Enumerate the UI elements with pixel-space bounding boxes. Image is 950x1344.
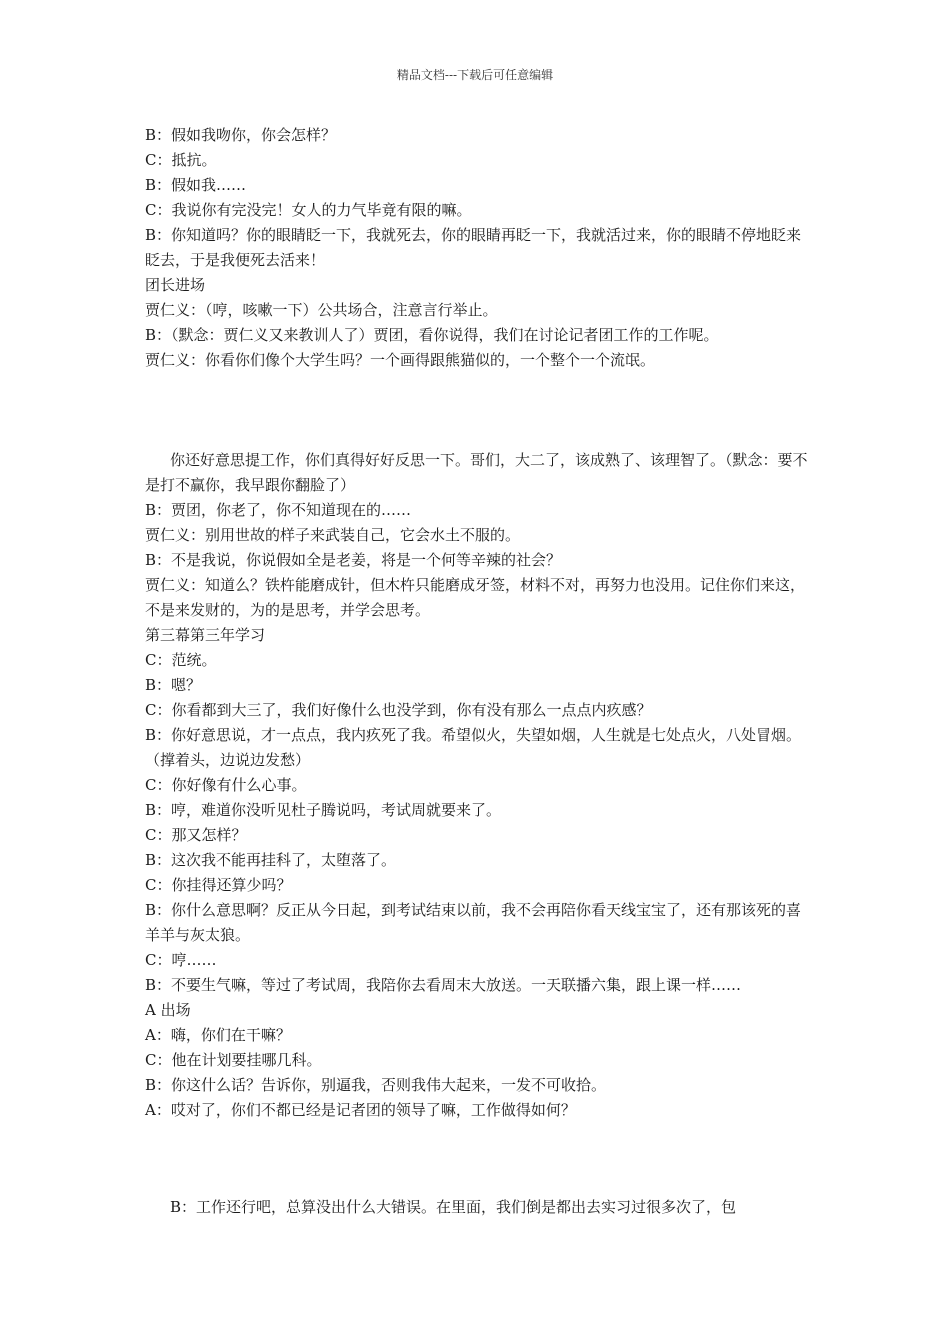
text-line: B：这次我不能再挂科了，太堕落了。: [145, 851, 397, 869]
text-line: B：假如我……: [145, 176, 247, 194]
text-line: B：你好意思说，才一点点，我内疚死了我。希望似火，失望如烟，人生就是七处点火，八处冒烟。（撑着头，边说边发愁）: [145, 726, 802, 769]
text-line: C：你挂得还算少吗？: [145, 876, 292, 894]
dialogue-block-2: [145, 448, 810, 1123]
text-line: C：你看都到大三了，我们好像什么也没学到，你有没有那么一点点内疚感？: [145, 701, 652, 719]
text-line: C：那又怎样？: [145, 826, 247, 844]
text-line: A：哎对了，你们不都已经是记者团的领导了嘛，工作做得如何？: [145, 1101, 576, 1119]
text-line: B：不是我说，你说假如全是老姜，将是一个何等辛辣的社会？: [145, 551, 562, 569]
dialogue-block-3: [145, 1195, 810, 1220]
text-line: B：贾团，你老了，你不知道现在的……: [145, 501, 412, 519]
text-line: C：他在计划要挂哪几科。: [145, 1051, 322, 1069]
text-line: C：你好像有什么心事。: [145, 776, 307, 794]
text-line: 贾仁义：（哼，咳嗽一下）公共场合，注意言行举止。: [145, 301, 498, 319]
scene-heading: 第三幕第三年学习: [145, 626, 266, 644]
text-line: C：抵抗。: [145, 151, 217, 169]
text-line: C：我说你有完没完！女人的力气毕竟有限的嘛。: [145, 201, 472, 219]
stage-direction: A 出场: [145, 1001, 191, 1019]
text-line: A：嗨，你们在干嘛？: [145, 1026, 291, 1044]
page-header: 精品文档---下载后可任意编辑: [396, 68, 554, 82]
text-line: 贾仁义：你看你们像个大学生吗？一个画得跟熊猫似的，一个整个一个流氓。: [145, 351, 656, 369]
text-line: B：哼，难道你没听见杜子腾说吗，考试周就要来了。: [145, 801, 502, 819]
text-paragraph: 你还好意思提工作，你们真得好好反思一下。哥们，大二了，该成熟了、该理智了。（默念：要不是打不赢你，我早跟你翻脸了）: [145, 451, 808, 494]
text-line: B：你知道吗？你的眼睛眨一下，我就死去，你的眼睛再眨一下，我就活过来，你的眼睛不停地眨来眨去，于是我便死去活来！: [145, 226, 802, 269]
text-line: B：你这什么话？告诉你，别逼我，否则我伟大起来，一发不可收拾。: [145, 1076, 607, 1094]
text-line: B：嗯？: [145, 676, 202, 694]
text-line: C：范统。: [145, 651, 217, 669]
text-line: 贾仁义：知道么？铁杵能磨成针，但木杵只能磨成牙签，材料不对，再努力也没用。记住你们来这，不是来发财的，为的是思考，并学会思考。: [145, 576, 806, 619]
stage-direction: 团长进场: [145, 276, 206, 294]
dialogue-block-1: [145, 123, 810, 373]
text-line: 贾仁义：别用世故的样子来武装自己，它会水土不服的。: [145, 526, 521, 544]
text-paragraph: B：工作还行吧，总算没出什么大错误。在里面，我们倒是都出去实习过很多次了，包: [170, 1198, 737, 1216]
text-line: B：假如我吻你，你会怎样？: [145, 126, 337, 144]
text-line: C：哼……: [145, 951, 217, 969]
text-line: B：（默念：贾仁义又来教训人了）贾团，看你说得，我们在讨论记者团工作的工作呢。: [145, 326, 719, 344]
text-line: B：你什么意思啊？反正从今日起，到考试结束以前，我不会再陪你看天线宝宝了，还有那该死的喜羊羊与灰太狼。: [145, 901, 802, 944]
text-line: B：不要生气嘛，等过了考试周，我陪你去看周末大放送。一天联播六集，跟上课一样……: [145, 976, 742, 994]
